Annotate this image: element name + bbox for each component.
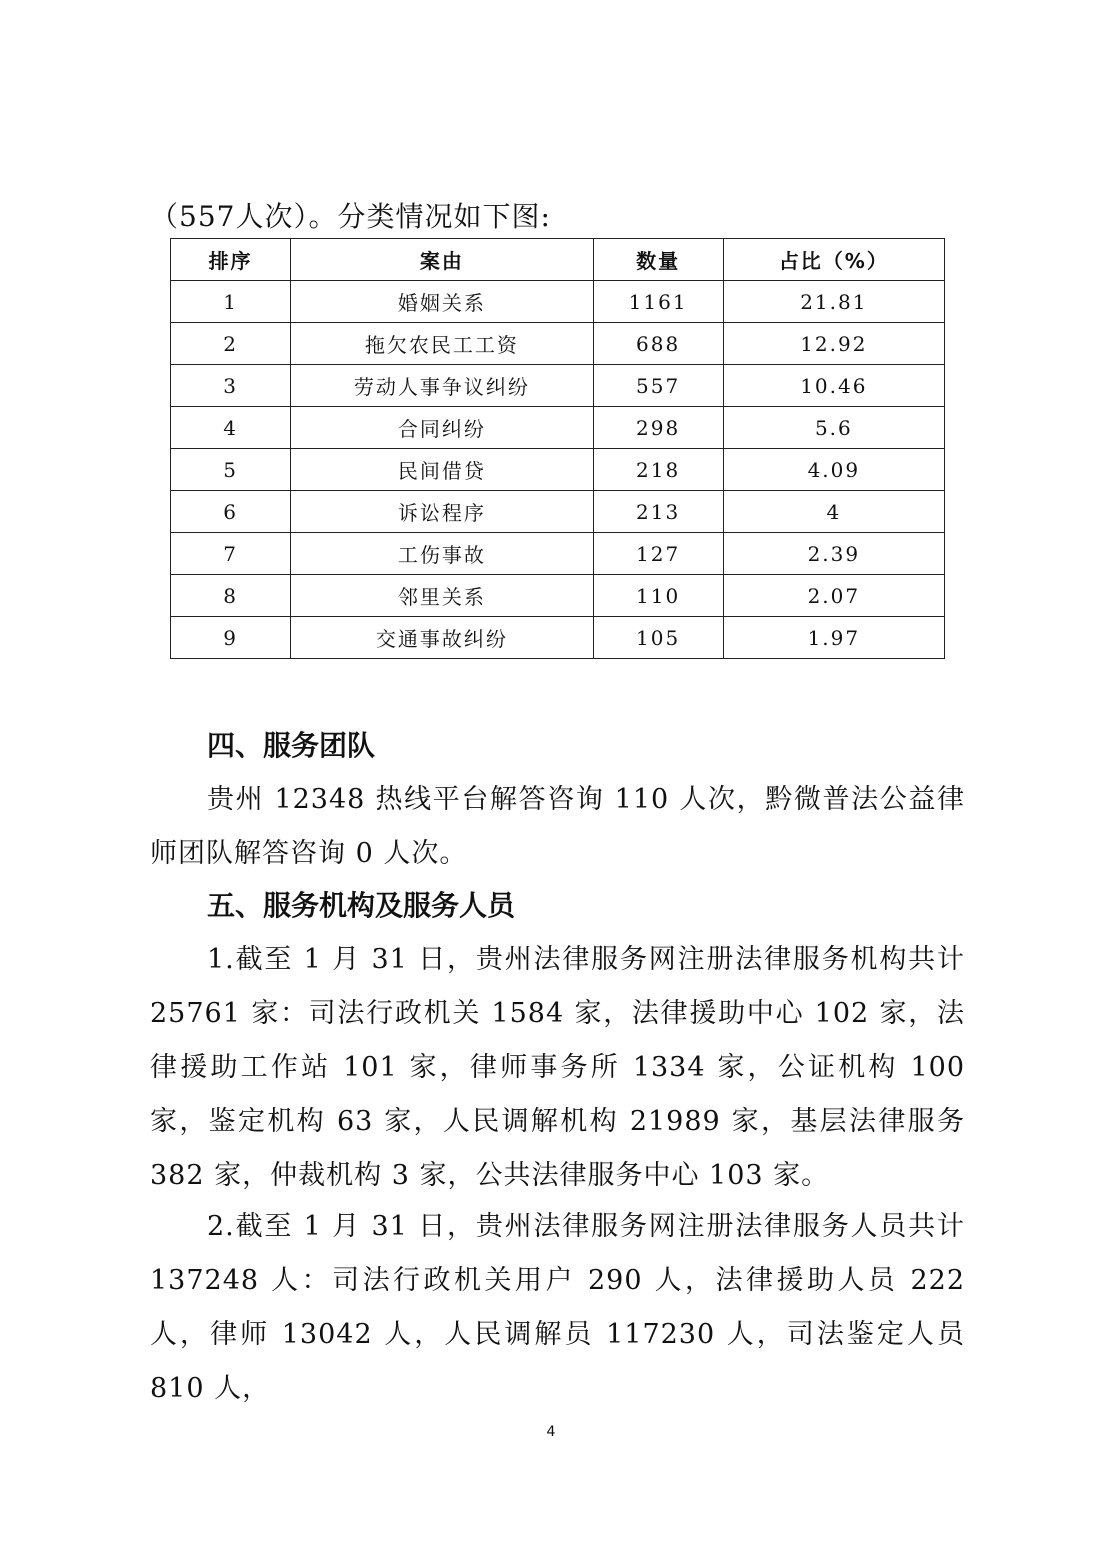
cell-case: 拖欠农民工工资: [291, 323, 593, 365]
cell-rank: 6: [171, 491, 291, 533]
case-category-table: [170, 238, 945, 659]
cell-count: 213: [593, 491, 723, 533]
table-row: [171, 281, 945, 323]
table-row: [171, 365, 945, 407]
header-rank: 排序: [171, 239, 291, 281]
section5-paragraph-2: 2.截至 1 月 31 日，贵州法律服务网注册法律服务人员共计 137248 人：司法行政机关用户 290 人，法律援助人员 222 人，律师 13042 人，人民调解员 117230 人，司法鉴定人员 810 人，: [150, 1211, 965, 1404]
section5-heading: 五、服务机构及服务人员: [207, 889, 516, 922]
cell-rank: 5: [171, 449, 291, 491]
cell-case: 民间借贷: [291, 449, 593, 491]
cell-percent: 1.97: [723, 617, 944, 659]
cell-rank: 2: [171, 323, 291, 365]
header-percent: 占比（%）: [723, 239, 944, 281]
section4-heading: 四、服务团队: [207, 729, 376, 762]
cell-case: 劳动人事争议纠纷: [291, 365, 593, 407]
table-row: [171, 323, 945, 365]
header-count: 数量: [593, 239, 723, 281]
cell-count: 110: [593, 575, 723, 617]
lead-text: （557人次）。分类情况如下图:: [150, 200, 551, 233]
table-header-row: [171, 239, 945, 281]
header-case: 案由: [291, 239, 593, 281]
cell-count: 557: [593, 365, 723, 407]
section4-paragraph: 贵州 12348 热线平台解答咨询 110 人次，黔微普法公益律师团队解答咨询 0 人次。: [150, 784, 965, 869]
cell-percent: 4.09: [723, 449, 944, 491]
cell-percent: 21.81: [723, 281, 944, 323]
cell-percent: 4: [723, 491, 944, 533]
cell-count: 1161: [593, 281, 723, 323]
cell-percent: 5.6: [723, 407, 944, 449]
cell-rank: 1: [171, 281, 291, 323]
cell-percent: 12.92: [723, 323, 944, 365]
cell-percent: 10.46: [723, 365, 944, 407]
page-number: 4: [546, 1424, 556, 1440]
table-row: [171, 407, 945, 449]
cell-rank: 8: [171, 575, 291, 617]
cell-rank: 4: [171, 407, 291, 449]
cell-case: 交通事故纠纷: [291, 617, 593, 659]
cell-count: 127: [593, 533, 723, 575]
cell-case: 合同纠纷: [291, 407, 593, 449]
cell-count: 218: [593, 449, 723, 491]
cell-count: 105: [593, 617, 723, 659]
cell-case: 婚姻关系: [291, 281, 593, 323]
table-row: [171, 575, 945, 617]
cell-rank: 9: [171, 617, 291, 659]
table-row: [171, 617, 945, 659]
cell-count: 298: [593, 407, 723, 449]
cell-count: 688: [593, 323, 723, 365]
cell-rank: 7: [171, 533, 291, 575]
cell-rank: 3: [171, 365, 291, 407]
cell-percent: 2.39: [723, 533, 944, 575]
cell-case: 诉讼程序: [291, 491, 593, 533]
table-body: [171, 281, 945, 659]
table-row: [171, 491, 945, 533]
cell-percent: 2.07: [723, 575, 944, 617]
section5-paragraph-1: 1.截至 1 月 31 日，贵州法律服务网注册法律服务机构共计 25761 家：司法行政机关 1584 家，法律援助中心 102 家，法律援助工作站 101 家，律师事务所 1334 家，公证机构 100 家，鉴定机构 63 家，人民调解机构 21989 家，基层法律服务 382 家，仲裁机构 3 家，公共法律服务中心 103 家。: [150, 944, 965, 1191]
cell-case: 邻里关系: [291, 575, 593, 617]
table-row: [171, 449, 945, 491]
table-row: [171, 533, 945, 575]
cell-case: 工伤事故: [291, 533, 593, 575]
